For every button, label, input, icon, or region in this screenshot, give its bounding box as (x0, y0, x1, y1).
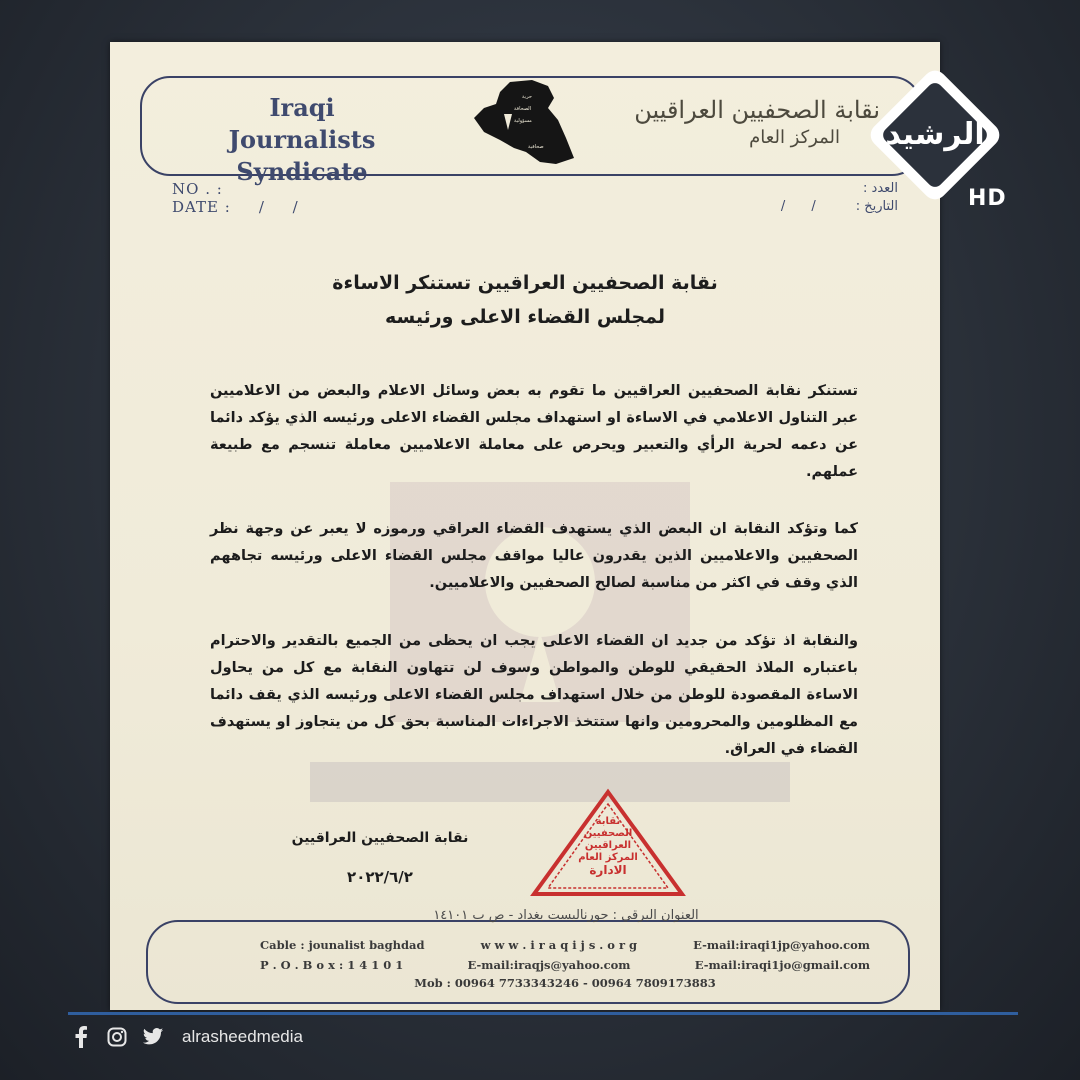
footer-cable: Cable : jounalist baghdad (260, 938, 425, 952)
ref-date-slashes-ar: / / (780, 199, 816, 214)
social-bar (70, 1022, 303, 1052)
ref-date-label-ar: التاريخ : (855, 199, 898, 214)
footer-line-1 (260, 938, 870, 952)
body-paragraph-1: تستنكر نقابة الصحفيين العراقيين ما تقوم به بعض وسائل الاعلام والبعض من الاعلاميين عبر التناول الاعلامي في الاساءة او استهداف مجلس القضاء الاعلى ورئيسه الذي يؤكد دائما عن دعمه لحرية الرأي والتعبير ويحرص على معاملة الاعلاميين معاملة تنسجم مع طبيعة عملهم. (210, 383, 858, 480)
document-title (210, 266, 840, 334)
stamp-line-3: العراقيين (584, 840, 632, 851)
svg-text:صحافية: صحافية (528, 144, 544, 150)
footer-website: w w w . i r a q i j s . o r g (480, 938, 638, 952)
iraq-map-logo (470, 78, 580, 168)
bottom-accent-rule (68, 1012, 1018, 1015)
footer-address-arabic: العنوان البرقي : جورناليست بغداد - ص ب ١٤١٠١ (433, 908, 699, 923)
ref-date-slashes: / / (258, 198, 299, 216)
footer-mobile: Mob : 00964 7733343246 - 00964 7809173883 (414, 976, 716, 990)
footer-line-2 (260, 958, 870, 972)
letterhead-arabic-name (620, 96, 880, 152)
instagram-icon[interactable] (106, 1026, 128, 1048)
ref-no-label: NO . : (172, 180, 223, 198)
signature-date: ٢٠٢٢/٦/٢ (347, 868, 413, 886)
footer-email-2: E-mail:iraqjs@yahoo.com (467, 958, 631, 972)
footer-email-3: E-mail:iraqi1jo@gmail.com (694, 958, 870, 972)
body-paragraph-2: كما وتؤكد النقابة ان البعض الذي يستهدف القضاء العراقي ورموزه لا يعبر عن وجهة نظر الصحفيين والاعلاميين الذين يقدرون عاليا مواقف مجلس القضاء الاعلى ورئيسه تجاههم الذي وقف في اكثر من مناسبة لصالح الصحفيين والاعلاميين. (210, 521, 858, 591)
svg-text:الصحافة: الصحافة (514, 106, 532, 112)
hd-label: HD (968, 186, 1007, 211)
title-line-2: لمجلس القضاء الاعلى ورئيسه (384, 306, 666, 328)
stamp-line-1: نقابة (595, 816, 621, 827)
letterhead-english-line1: Iraqi (269, 93, 335, 122)
stamp-line-2: الصحفيين (583, 828, 633, 839)
title-line-1: نقابة الصحفيين العراقيين تستنكر الاساءة (332, 272, 718, 294)
stamp-line-5: الادارة (589, 863, 627, 877)
ref-date-label: DATE : (172, 198, 231, 216)
social-handle[interactable]: alrasheedmedia (182, 1027, 303, 1046)
ref-no-label-ar: العدد : (863, 181, 898, 196)
footer-email-1: E-mail:iraqi1jp@yahoo.com (693, 938, 870, 952)
twitter-icon[interactable] (142, 1026, 164, 1048)
body-paragraph-3: والنقابة اذ تؤكد من جديد ان القضاء الاعلى يجب ان يحظى من الجميع بالتقدير والاحترام باعتباره الملاذ الحقيقي للوطن والمواطن وسوف لن تتهاون النقابة مع كل من يحاول الاساءة المقصودة للوطن من خلال استهداف مجلس القضاء الاعلى ورئيسه الذي يقف دائما مع المظلومين والمحرومين وانها ستتخذ الاجراءات المناسبة بحق كل من يتجاوز او يستهدف القضاء في العراق. (210, 633, 858, 757)
svg-text:مسؤولية: مسؤولية (514, 118, 532, 124)
facebook-icon[interactable] (70, 1026, 92, 1048)
letterhead-arabic-line1: نقابة الصحفيين العراقيين (634, 96, 880, 124)
footer-line-3 (260, 976, 870, 990)
letterhead-arabic-line2: المركز العام (749, 127, 840, 148)
reference-left (172, 180, 299, 216)
letterhead-english-line2: Journalists Syndicate (228, 125, 376, 186)
letterhead-english-name (162, 92, 442, 188)
stamp-line-4: المركز العام (578, 852, 638, 863)
svg-text:حرية: حرية (522, 94, 532, 100)
stamp-text (568, 816, 648, 876)
channel-logo-text: الرشيد (885, 117, 985, 152)
footer-pobox: P . O . B o x : 1 4 1 0 1 (260, 958, 404, 972)
signature-name: نقابة الصحفيين العراقيين (291, 830, 469, 846)
letter-document (110, 42, 940, 1010)
